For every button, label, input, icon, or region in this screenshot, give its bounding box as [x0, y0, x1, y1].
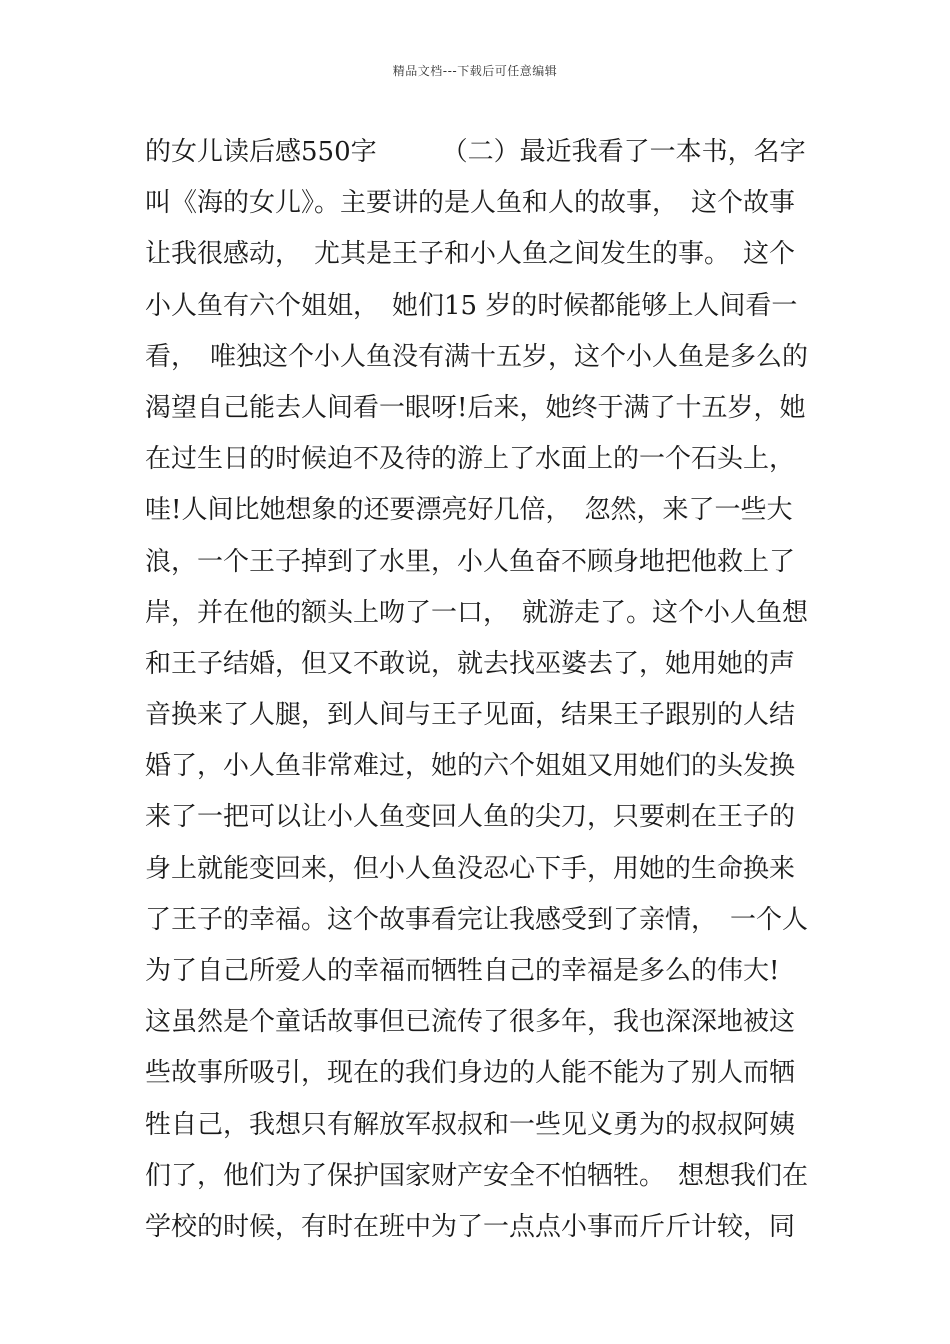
text-line: 婚了，小人鱼非常难过，她的六个姐姐又用她们的头发换 — [145, 751, 796, 782]
text-line: 在过生日的时候迫不及待的游上了水面上的一个石头上， — [145, 444, 796, 475]
text-line: 来了一把可以让小人鱼变回人鱼的尖刀，只要刺在王子的 — [145, 802, 796, 833]
text-line: 哇!人间比她想象的还要漂亮好几倍， 忽然，来了一些大 — [145, 495, 793, 526]
text-line: 些故事所吸引，现在的我们身边的人能不能为了别人而牺 — [145, 1058, 796, 1089]
text-line: 的女儿读后感550字 （二）最近我看了一本书，名字 — [145, 137, 806, 167]
text-line: 们了，他们为了保护国家财产安全不怕牺牲。 想想我们在 — [145, 1160, 809, 1191]
text-line: 身上就能变回来，但小人鱼没忍心下手，用她的生命换来 — [145, 853, 796, 884]
page-header: 精品文档---下载后可任意编辑 — [392, 64, 558, 78]
text-line: 岸，并在他的额头上吻了一口， 就游走了。这个小人鱼想 — [145, 597, 809, 628]
text-line: 音换来了人腿，到人间与王子见面，结果王子跟别的人结 — [145, 700, 796, 731]
text-line: 为了自己所爱人的幸福而牺牲自己的幸福是多么的伟大! — [145, 956, 780, 986]
body-text — [145, 127, 815, 1253]
text-line: 了王子的幸福。这个故事看完让我感受到了亲情， 一个人 — [145, 904, 809, 935]
text-line: 小人鱼有六个姐姐， 她们15 岁的时候都能够上人间看一 — [145, 290, 798, 321]
text-line: 让我很感动， 尤其是王子和小人鱼之间发生的事。 这个 — [145, 239, 796, 270]
text-line: 叫《海的女儿》。主要讲的是人鱼和人的故事， 这个故事 — [145, 188, 796, 219]
text-line: 看， 唯独这个小人鱼没有满十五岁，这个小人鱼是多么的 — [145, 341, 809, 372]
text-line: 这虽然是个童话故事但已流传了很多年，我也深深地被这 — [145, 1007, 796, 1038]
text-line: 渴望自己能去人间看一眼呀!后来，她终于满了十五岁，她 — [145, 392, 806, 423]
text-line: 和王子结婚，但又不敢说，就去找巫婆去了，她用她的声 — [145, 648, 796, 679]
text-line: 学校的时候，有时在班中为了一点点小事而斤斤计较，同 — [145, 1211, 796, 1242]
text-line: 牲自己，我想只有解放军叔叔和一些见义勇为的叔叔阿姨 — [145, 1109, 796, 1140]
text-line: 浪，一个王子掉到了水里，小人鱼奋不顾身地把他救上了 — [145, 546, 796, 577]
